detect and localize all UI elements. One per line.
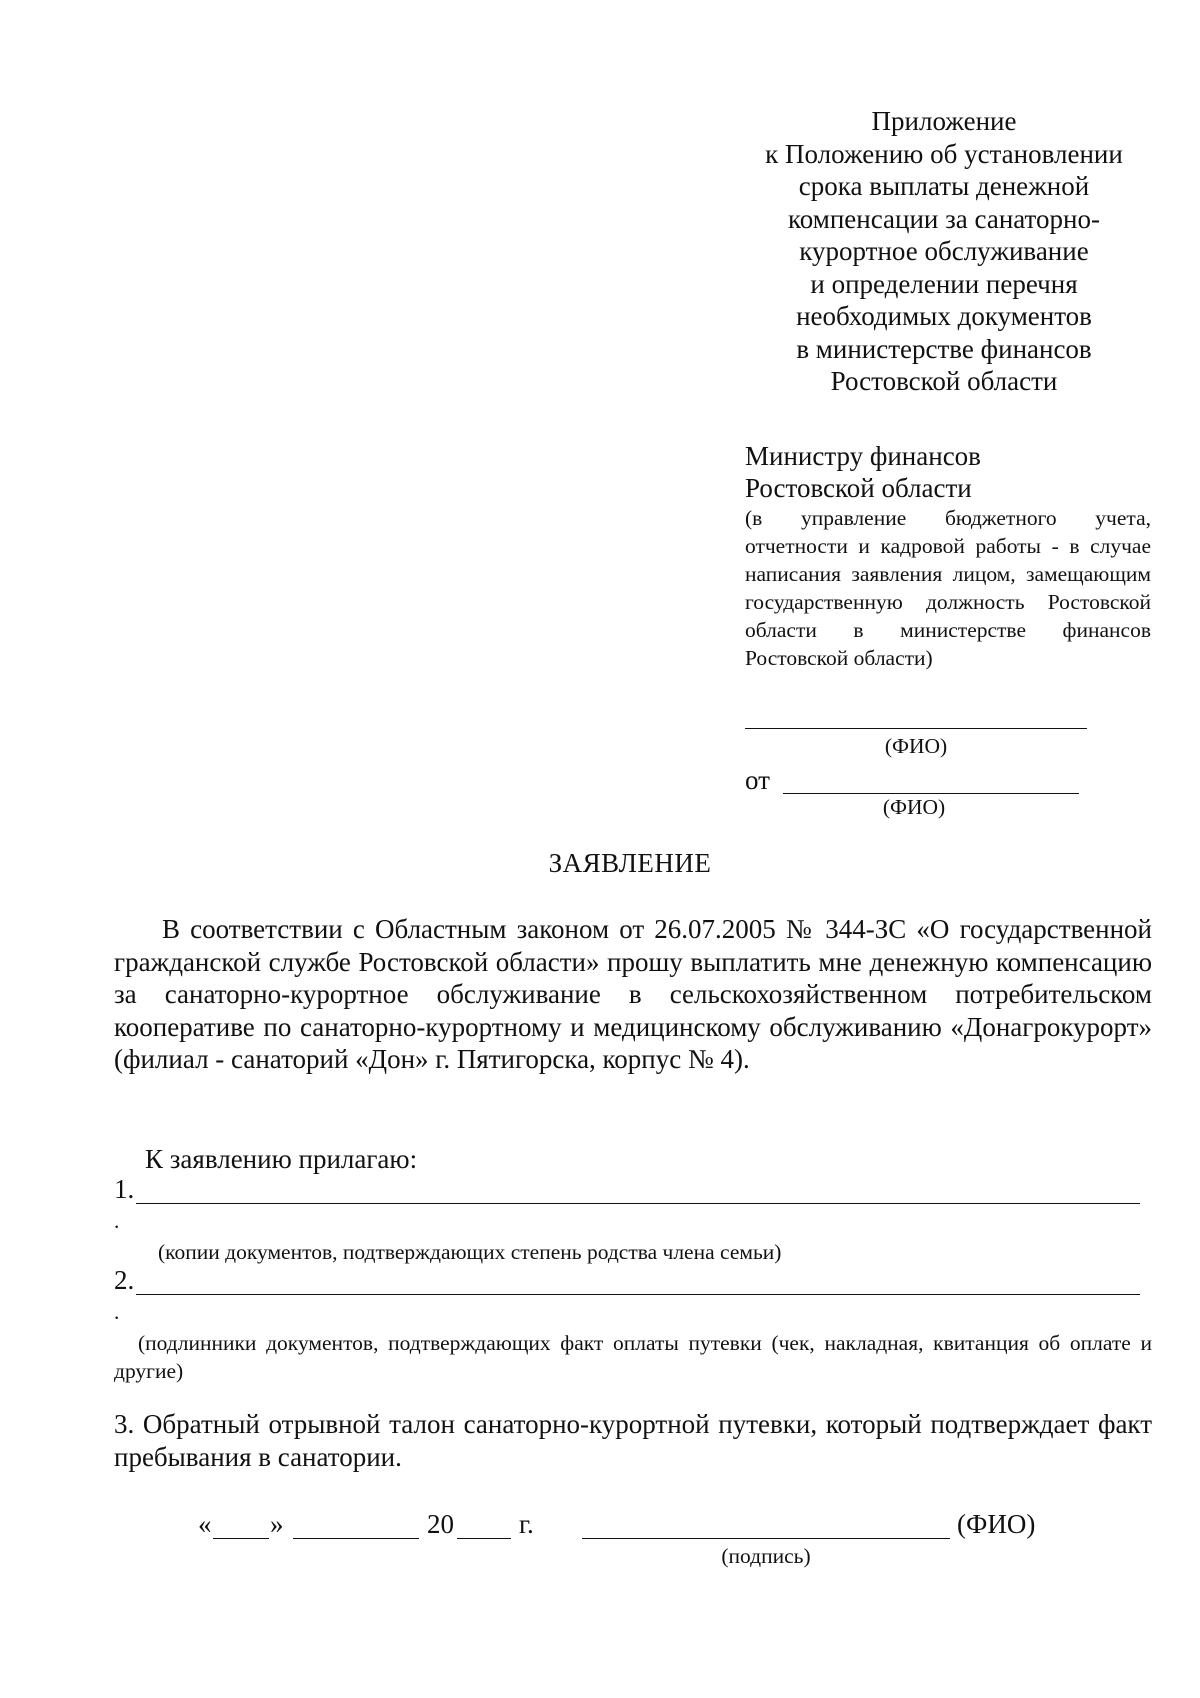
appendix-line: компенсации за санаторно-	[788, 203, 1100, 234]
quote-open: «	[198, 1509, 212, 1539]
appendix-line: срока выплаты денежной	[798, 171, 1090, 201]
item-2-number: 2.	[114, 1265, 135, 1295]
document-title: ЗАЯВЛЕНИЕ	[548, 848, 712, 878]
signature-blank[interactable]	[582, 1538, 950, 1539]
appendix-line: Приложение	[871, 106, 1017, 136]
appendix-line: курортное обслуживание	[799, 236, 1089, 266]
footer-fio: (ФИО)	[957, 1509, 1036, 1539]
item-1-blank[interactable]	[136, 1203, 1140, 1204]
attachments-intro: К заявлению прилагаю:	[145, 1144, 418, 1174]
date-signature-row	[0, 1508, 1200, 1548]
appendix-block	[700, 105, 1188, 398]
appendix-line: и определении перечня	[810, 268, 1078, 299]
fio-blank-line-1[interactable]	[745, 728, 1087, 729]
appendix-line: в министерстве финансов	[796, 333, 1092, 364]
recipient-line-2: Ростовской области	[745, 473, 972, 503]
fio-caption-2: (ФИО)	[882, 795, 946, 819]
day-blank[interactable]	[213, 1538, 269, 1539]
appendix-line: необходимых документов	[796, 301, 1092, 331]
recipient-line-1: Министру финансов	[745, 441, 981, 471]
item-1-caption: (копии документов, подтверждающих степень родства члена семьи)	[158, 1240, 782, 1264]
quote-close: »	[270, 1509, 284, 1539]
main-paragraph-text: В соответствии с Областным законом от 26.07.2005 № 344-ЗС «О государственной гражданской службе Ростовской области» прошу выплатить мне денежную компенсацию за санаторно-курортное обслуживание в сельскохозяйственном потребительском кооперативе по санаторно-курортному и медицинскому обслуживанию «Донагрокурорт» (филиал - санаторий «Дон» г. Пятигорска, корпус № 4).	[114, 914, 1152, 1074]
fio-caption-1: (ФИО)	[884, 734, 948, 758]
from-label: от	[745, 765, 770, 795]
signature-caption: (подпись)	[721, 1544, 811, 1568]
year-suffix: г.	[519, 1509, 534, 1539]
year-blank[interactable]	[457, 1538, 511, 1539]
month-blank[interactable]	[293, 1538, 419, 1539]
item-2-blank[interactable]	[136, 1294, 1140, 1295]
recipient-block	[745, 440, 1151, 672]
item-3: 3. Обратный отрывной талон санаторно-курортной путевки, который подтверждает факт пребывания в санатории.	[114, 1409, 1152, 1472]
appendix-line: Ростовской области	[830, 366, 1058, 396]
item-2-dot: .	[114, 1300, 120, 1324]
main-paragraph	[114, 913, 1152, 1076]
year-prefix: 20	[427, 1509, 454, 1539]
item-1-number: 1.	[114, 1174, 135, 1204]
recipient-note: (в управление бюджетного учета, отчетности и кадровой работы - в случае написания заявления лицом, замещающим государственную должность Ростовской области в министерстве финансов Ростовской области)	[745, 506, 1151, 670]
item-1-dot: .	[114, 1209, 120, 1233]
item-2-caption: (подлинники документов, подтверждающих факт оплаты путевки (чек, накладная, квитанция об оплате и другие)	[114, 1331, 1152, 1383]
appendix-line: к Положению об установлении	[765, 138, 1123, 169]
